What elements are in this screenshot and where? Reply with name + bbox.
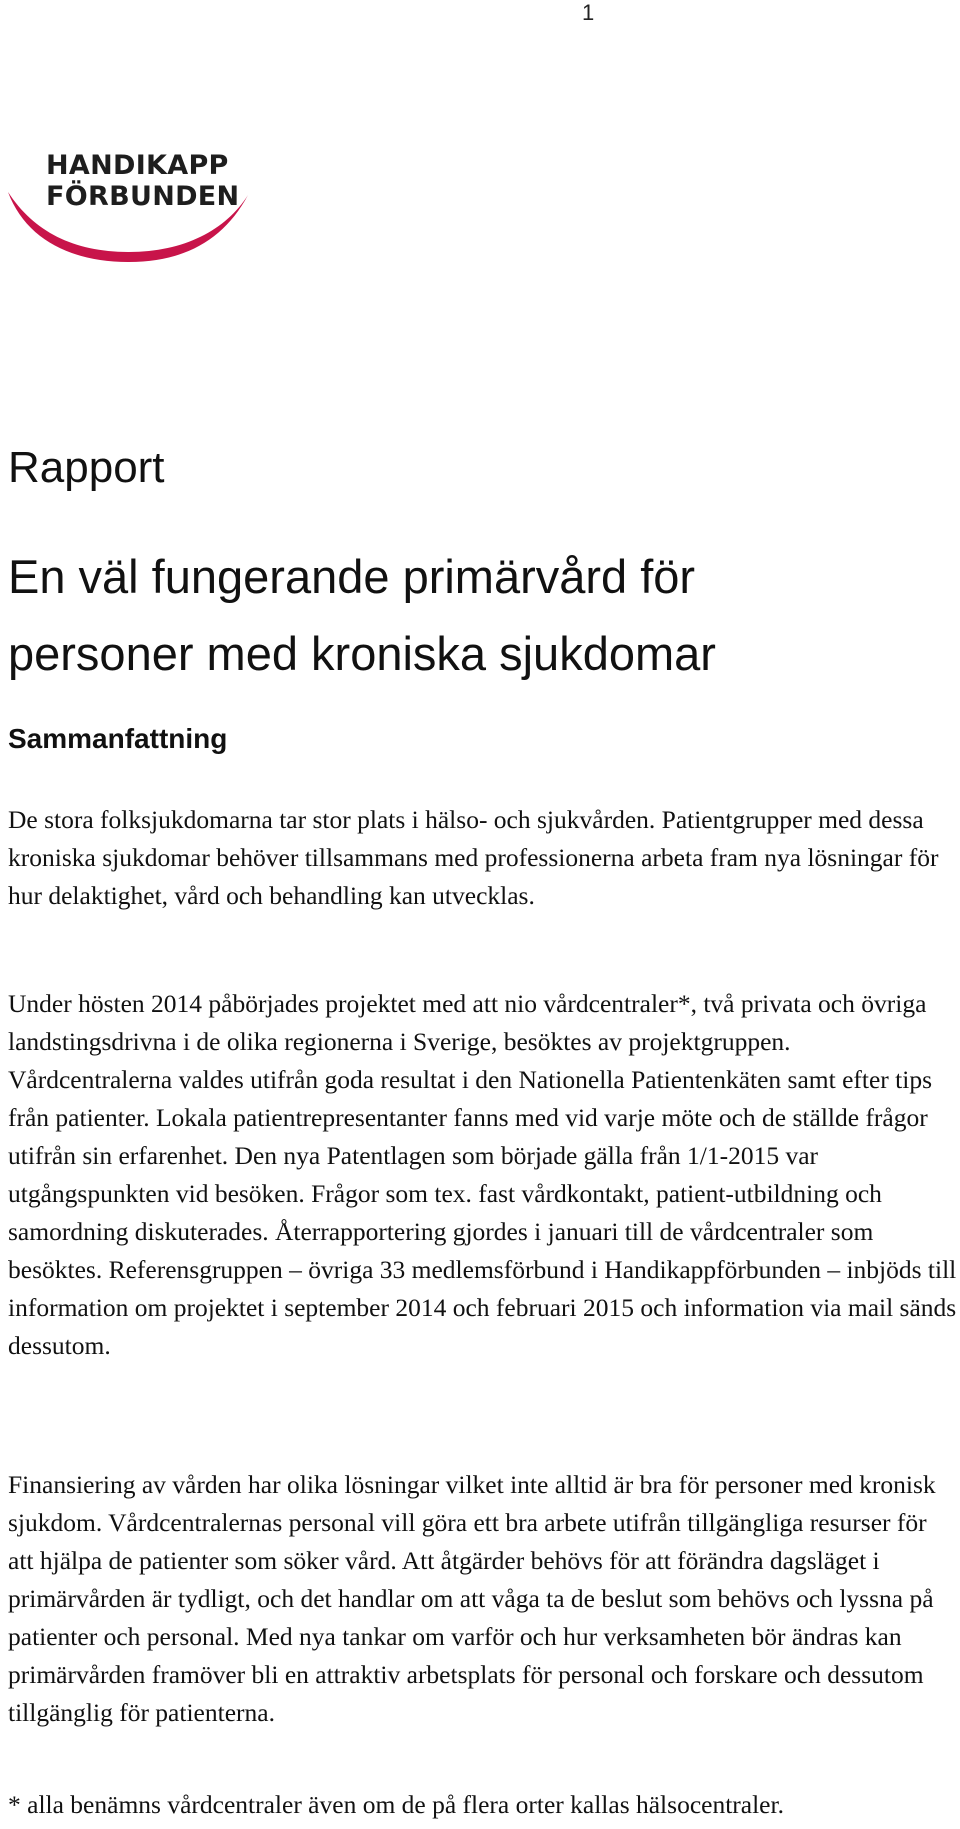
paragraph-intro: De stora folksjukdomarna tar stor plats i hälso- och sjukvården. Patientgrupper med dessa kroniska sjukdomar behöver tillsammans med professionerna arbeta fram nya lösningar för hur delaktighet, vård och behandling kan utvecklas. [8,805,939,910]
section-heading: Sammanfattning [8,723,228,754]
logo-wordmark [46,150,239,212]
paragraph-project: Under hösten 2014 påbörjades projektet med att nio vårdcentraler*, två privata och övriga landstingsdrivna i de olika regionerna i Sverige, besöktes av projektgruppen. Vårdcentralerna valdes utifrån goda resultat i den Nationella Patientenkäten samt efter tips från patienter. Lokala patientrepresentanter fanns med vid varje möte och de ställde frågor utifrån sin erfarenhet. Den nya Patentlagen som började gälla från 1/1-2015 var utgångspunkten vid besöken. Frågor som tex. fast vårdkontakt, patient-utbildning och samordning diskuterades. Återrapportering gjordes i januari till de vårdcentraler som besöktes. Referensgruppen – övriga 33 medlemsförbund i Handikappförbunden – inbjöds till information om projektet i september 2014 och februari 2015 och information via mail sänds dessutom. [8,989,957,1360]
document-label: Rapport [8,443,165,492]
handikappforbunden-logo [4,150,254,265]
paragraph-financing: Finansiering av vården har olika lösningar vilket inte alltid är bra för personer med kronisk sjukdom. Vårdcentralernas personal vill göra ett bra arbete utifrån tillgängliga resurser för att hjälpa de patienter som söker vård. Att åtgärder behövs för att förändra dagsläget i primärvården är tydligt, och det handlar om att våga ta de beslut som behövs och lyssna på patienter och personal. Med nya tankar om varför och hur verksamheten bör ändras kan primärvården framöver bli en attraktiv arbetsplats för personal och forskare och dessutom tillgänglig för patienterna. [8,1470,936,1727]
title-line-1: En väl fungerande primärvård för [8,550,696,603]
logo-line-2: FÖRBUNDEN [46,181,240,212]
document-title [8,538,908,692]
logo-line-1: HANDIKAPP [46,150,229,181]
page-number: 1 [582,0,595,25]
title-line-2: personer med kroniska sjukdomar [8,627,716,680]
footnote: * alla benämns vårdcentraler även om de på flera orter kallas hälsocentraler. [8,1790,784,1819]
